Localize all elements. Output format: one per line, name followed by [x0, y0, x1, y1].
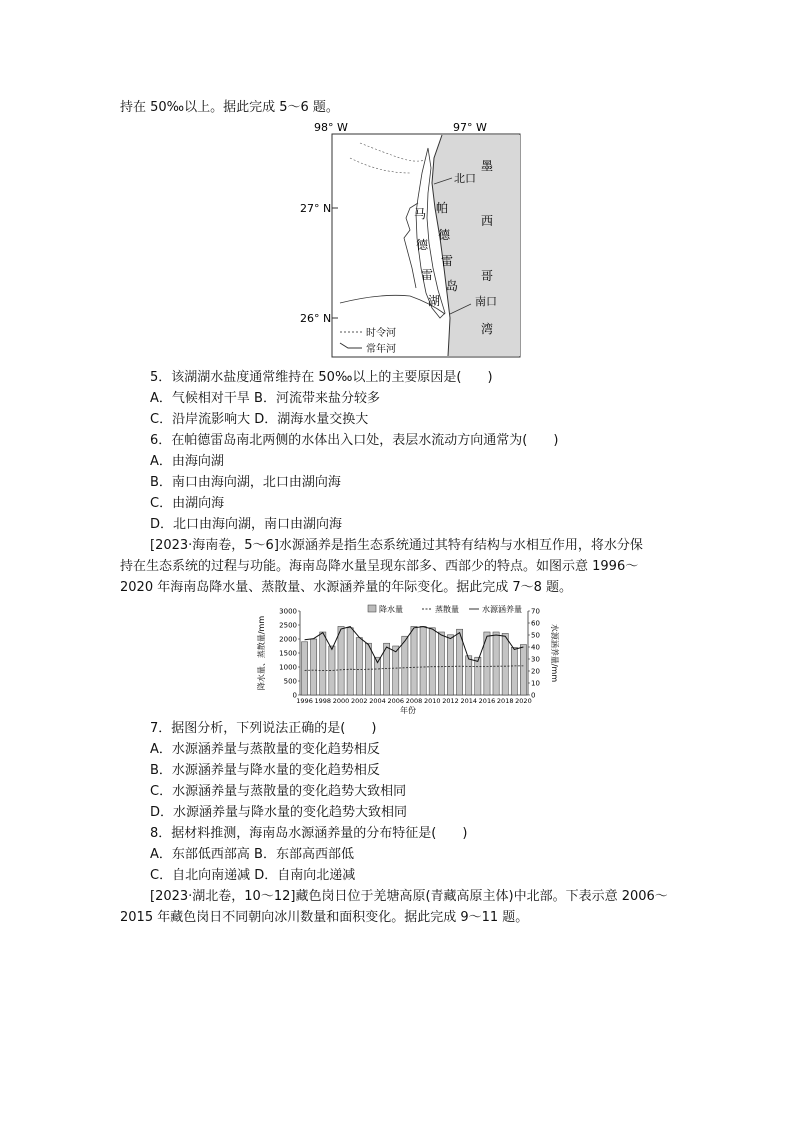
legend-bar-swatch: [368, 605, 376, 612]
precip-bar: [393, 646, 399, 695]
sea-char: 哥: [481, 269, 494, 283]
q8-options-cd[interactable]: C．自北向南递减 D．自南向北递减: [150, 868, 356, 883]
left-tick-label: 1500: [279, 649, 297, 658]
q6-option-b[interactable]: B．南口由海向湖，北口由湖向海: [150, 475, 341, 490]
precip-bar: [347, 628, 353, 695]
hubei-intro-1: [2023·湖北卷，10～12]藏色岗日位于羌塘高原(青藏高原主体)中北部。下表示意 2006～: [150, 889, 668, 904]
island-char: 帕: [436, 201, 449, 215]
north-inlet-label: 北口: [454, 172, 476, 185]
intro-tail: 持在 50‰以上。据此完成 5～6 题。: [120, 100, 339, 115]
left-tick-label: 3000: [279, 607, 297, 616]
x-tick-label: 2016: [478, 697, 496, 705]
precip-bar: [411, 626, 417, 695]
q6-option-d[interactable]: D．北口由海向湖，南口由湖向海: [150, 517, 343, 532]
chart-legend: [368, 604, 522, 614]
precip-bar: [447, 635, 453, 695]
left-tick-label: 1000: [279, 663, 297, 672]
lat-label-26: 26° N: [300, 312, 332, 325]
x-tick-label: 2008: [405, 697, 423, 705]
x-tick-label: 2014: [460, 697, 477, 705]
right-tick-label: 40: [531, 643, 540, 652]
precip-bar: [493, 632, 499, 695]
island-char: 岛: [446, 279, 459, 293]
island-char: 德: [438, 228, 451, 242]
right-tick-label: 0: [531, 691, 536, 700]
sea-char: 墨: [481, 159, 494, 173]
precip-bar: [338, 626, 344, 695]
right-tick-label: 30: [531, 655, 540, 664]
hainan-intro-3: 2020 年海南岛降水量、蒸散量、水源涵养量的年际变化。据此完成 7～8 题。: [120, 580, 573, 595]
x-tick-label: 2004: [369, 697, 386, 705]
x-tick-label: 2012: [442, 697, 459, 705]
hainan-intro-2: 持在生态系统的过程与功能。海南岛降水量呈现东部多、西部少的特点。如图示意 1996～: [120, 559, 639, 574]
lagoon-map: [300, 118, 540, 358]
q5-options-cd[interactable]: C．沿岸流影响大 D．湖海水量交换大: [150, 412, 369, 427]
legend-conservation: 水源涵养量: [482, 605, 522, 614]
precip-bar: [502, 633, 508, 695]
precip-bar: [520, 645, 526, 695]
q5-stem: 5．该湖湖水盐度通常维持在 50‰以上的主要原因是( ): [150, 370, 493, 385]
lagoon-char: 湖: [428, 294, 441, 308]
x-tick-label: 2010: [423, 697, 441, 705]
lagoon-char: 雷: [421, 268, 434, 282]
right-tick-label: 70: [531, 607, 540, 616]
lagoon-char: 马: [414, 207, 427, 221]
sea-char: 西: [481, 214, 494, 228]
precip-bar: [311, 639, 317, 695]
x-tick-label: 2018: [496, 697, 514, 705]
legend-perennial-label: 常年河: [366, 344, 396, 355]
island-char: 雷: [441, 254, 454, 268]
hainan-intro-1: [2023·海南卷，5～6]水源涵养是指生态系统通过其特有结构与水相互作用，将水分保: [150, 538, 643, 553]
q7-option-b[interactable]: B．水源涵养量与降水量的变化趋势相反: [150, 763, 380, 778]
x-axis-label: 年份: [400, 706, 416, 715]
lon-label-98: 98° W: [314, 121, 348, 134]
precip-bar: [438, 632, 444, 695]
lon-label-97: 97° W: [453, 121, 487, 134]
q5-options-ab[interactable]: A．气候相对干旱 B．河流带来盐分较多: [150, 391, 380, 406]
legend-seasonal-label: 时令河: [366, 328, 396, 339]
q7-option-a[interactable]: A．水源涵养量与蒸散量的变化趋势相反: [150, 742, 380, 757]
precip-bar: [429, 628, 435, 695]
q7-option-c[interactable]: C．水源涵养量与蒸散量的变化趋势大致相同: [150, 784, 407, 799]
right-tick-label: 20: [531, 667, 540, 676]
x-tick-label: 2000: [332, 697, 350, 705]
q8-options-ab[interactable]: A．东部低西部高 B．东部高西部低: [150, 847, 354, 862]
hainan-water-chart: [258, 603, 558, 715]
left-tick-label: 2500: [279, 621, 297, 630]
lagoon-char: 德: [416, 238, 429, 252]
left-tick-label: 0: [292, 691, 297, 700]
precip-bar: [475, 657, 481, 695]
x-tick-label: 1998: [314, 697, 332, 705]
right-tick-label: 60: [531, 619, 540, 628]
x-tick-label: 2006: [387, 697, 405, 705]
sea-char: 湾: [481, 322, 494, 336]
right-axis-label: 水源涵养量/mm: [550, 623, 559, 683]
precip-bar: [301, 642, 307, 695]
right-tick-label: 50: [531, 631, 540, 640]
left-tick-label: 2000: [279, 635, 297, 644]
x-tick-label: 2020: [515, 697, 532, 705]
q6-stem: 6．在帕德雷岛南北两侧的水体出入口处，表层水流动方向通常为( ): [150, 433, 559, 448]
precip-bar: [402, 636, 408, 695]
left-tick-label: 500: [283, 677, 297, 686]
left-axis-label: 降水量、蒸散量/mm: [257, 615, 266, 691]
lat-label-27: 27° N: [300, 202, 332, 215]
hubei-intro-2: 2015 年藏色岗日不同朝向冰川数量和面积变化。据此完成 9～11 题。: [120, 910, 529, 925]
x-tick-label: 1996: [296, 697, 313, 705]
precip-bar: [511, 647, 517, 695]
legend-precip: 降水量: [379, 605, 403, 614]
precip-bar: [420, 626, 426, 695]
q6-option-a[interactable]: A．由海向湖: [150, 454, 224, 469]
precip-bar: [356, 638, 362, 695]
precip-bar: [320, 632, 326, 695]
q8-stem: 8．据材料推测，海南岛水源涵养量的分布特征是( ): [150, 826, 468, 841]
precip-bar: [466, 656, 472, 695]
south-inlet-label: 南口: [475, 295, 497, 308]
x-tick-label: 2002: [351, 697, 368, 705]
q7-stem: 7．据图分析，下列说法正确的是( ): [150, 721, 377, 736]
legend-evap: 蒸散量: [435, 605, 459, 614]
q7-option-d[interactable]: D．水源涵养量与降水量的变化趋势大致相同: [150, 805, 408, 820]
q6-option-c[interactable]: C．由湖向海: [150, 496, 225, 511]
right-tick-label: 10: [531, 679, 540, 688]
